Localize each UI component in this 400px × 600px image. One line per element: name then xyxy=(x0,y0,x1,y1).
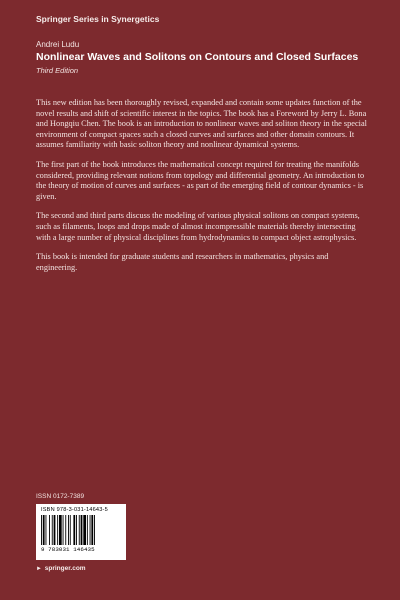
barcode-bar xyxy=(81,515,83,545)
barcode-bar xyxy=(59,515,62,545)
issn-number: ISSN 0172-7389 xyxy=(36,493,85,500)
barcode-bar xyxy=(65,515,66,545)
barcode-bar xyxy=(46,515,47,545)
barcode-bar xyxy=(43,515,45,545)
blurb-paragraph: The second and third parts discuss the modeling of various physical solitons on compact systems, such as filaments, loops and drops made of almost incompressible materials thereby intersecting with a large number of physical disciplines from hydrodynamics to compact object astrophysics. xyxy=(36,211,360,242)
barcode-bar xyxy=(94,515,95,545)
publisher-url[interactable] xyxy=(36,565,86,572)
barcode-bar xyxy=(52,515,53,545)
blurb-paragraph: This new edition has been thoroughly revised, expanded and contain some updates function of the novel results and shift of scientific interest in the topics. The book has a Foreword by Jerry L. Bona and Hongqiu Chen. The book is an introduction to nonlinear waves and soliton theory in the special environment of compact spaces such a closed curves and surfaces and other domain contours. It assumes familiarity with basic soliton theory and nonlinear dynamical systems. xyxy=(36,98,367,150)
barcode-bar xyxy=(83,515,86,545)
barcode-digits: 9 783031 146435 xyxy=(41,546,95,553)
barcode-bar xyxy=(57,515,58,545)
isbn-barcode xyxy=(36,504,126,560)
publisher-url-label: springer.com xyxy=(44,565,86,572)
barcode-bar xyxy=(87,515,88,545)
blurb-paragraph: The first part of the book introduces the mathematical concept required for treating the manifolds considered, providing relevant notions from topology and differential geometry. An introduction to the theory of motion of curves and surfaces - as part of the emerging field of contour dynamics - is given. xyxy=(36,159,365,201)
barcode-bar xyxy=(73,515,75,545)
isbn-number: ISBN 978-3-031-14643-5 xyxy=(41,507,108,513)
barcode-bar xyxy=(91,515,93,545)
barcode-bar xyxy=(79,515,80,545)
barcode-bar xyxy=(63,515,64,545)
author-name: Andrei Ludu xyxy=(36,40,80,49)
blurb-paragraph: This book is intended for graduate students and researchers in mathematics, physics and engineering. xyxy=(36,252,329,272)
barcode-bar xyxy=(54,515,56,545)
series-name: Springer Series in Synergetics xyxy=(36,14,160,24)
arrow-icon: ► xyxy=(36,566,42,572)
barcode-bars xyxy=(41,515,121,545)
blurb-text xyxy=(36,98,368,282)
barcode-bar xyxy=(68,515,69,545)
barcode-bar xyxy=(49,515,50,545)
barcode-bar xyxy=(41,515,42,545)
edition-label: Third Edition xyxy=(36,66,79,75)
barcode-bar xyxy=(76,515,77,545)
barcode-bar xyxy=(90,515,91,545)
book-title: Nonlinear Waves and Solitons on Contours and Closed Surfaces xyxy=(36,51,359,63)
barcode-bar xyxy=(70,515,71,545)
